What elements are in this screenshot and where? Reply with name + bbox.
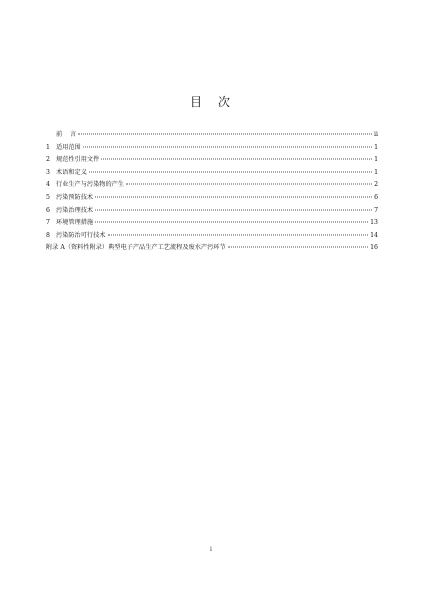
toc-entry-number: 1 <box>46 143 50 151</box>
toc-dot-leader <box>228 247 368 248</box>
toc-dot-leader <box>101 159 372 160</box>
toc-entry-scope[interactable] <box>46 142 378 155</box>
toc-entry-label: 污染防治可行技术 <box>56 231 106 239</box>
toc-entry-terms[interactable] <box>46 167 378 180</box>
table-of-contents <box>46 129 378 255</box>
toc-entry-label: 术语和定义 <box>56 168 87 176</box>
toc-entry-number: 3 <box>46 168 50 176</box>
toc-entry-number: 2 <box>46 156 50 164</box>
toc-entry-normative-references[interactable] <box>46 154 378 167</box>
toc-entry-label: 行业生产与污染物的产生 <box>56 181 125 189</box>
toc-entry-page: 1 <box>374 143 378 151</box>
toc-entry-number: 7 <box>46 219 50 227</box>
toc-entry-treatment[interactable] <box>46 205 378 218</box>
toc-entry-label: 污染治理技术 <box>56 206 94 214</box>
toc-entry-appendix-a[interactable] <box>46 242 378 255</box>
toc-entry-preface[interactable] <box>46 129 378 142</box>
toc-entry-label: 适用范围 <box>56 143 81 151</box>
toc-entry-label: 污染预防技术 <box>56 193 94 201</box>
toc-entry-page: 1 <box>374 156 378 164</box>
toc-entry-number: 4 <box>46 181 50 189</box>
toc-entry-prevention[interactable] <box>46 192 378 205</box>
toc-title-char-2: 次 <box>218 95 233 109</box>
toc-dot-leader <box>89 171 372 172</box>
toc-entry-label: 前 言 <box>56 131 77 138</box>
toc-entry-label: 规范性引用文件 <box>56 156 100 164</box>
toc-entry-page: 1 <box>374 168 378 176</box>
toc-entry-feasible-technologies[interactable] <box>46 230 378 243</box>
toc-dot-leader <box>83 146 372 147</box>
toc-entry-number: 5 <box>46 193 50 201</box>
toc-dot-leader <box>95 196 372 197</box>
toc-entry-page: ii <box>374 131 378 138</box>
toc-entry-number: 8 <box>46 231 50 239</box>
toc-entry-number: 6 <box>46 206 50 214</box>
toc-dot-leader <box>126 184 372 185</box>
toc-entry-page: 7 <box>374 206 378 214</box>
toc-entry-page: 2 <box>374 181 378 189</box>
toc-dot-leader <box>78 134 372 135</box>
toc-entry-page: 14 <box>370 231 378 239</box>
page-number-footer: i <box>210 546 212 553</box>
toc-dot-leader <box>95 209 372 210</box>
toc-entry-label: 附录 A（资料性附录）典型电子产品生产工艺流程及废水产污环节 <box>46 244 226 252</box>
toc-entry-industry-production[interactable] <box>46 179 378 192</box>
toc-entry-label: 环境管理措施 <box>56 219 94 227</box>
toc-dot-leader <box>95 222 368 223</box>
toc-entry-management[interactable] <box>46 217 378 230</box>
toc-dot-leader <box>108 234 369 235</box>
toc-entry-page: 6 <box>374 193 378 201</box>
toc-entry-page: 13 <box>370 219 378 227</box>
toc-entry-page: 16 <box>370 244 378 252</box>
toc-title <box>0 93 422 110</box>
toc-title-char-1: 目 <box>189 95 204 109</box>
